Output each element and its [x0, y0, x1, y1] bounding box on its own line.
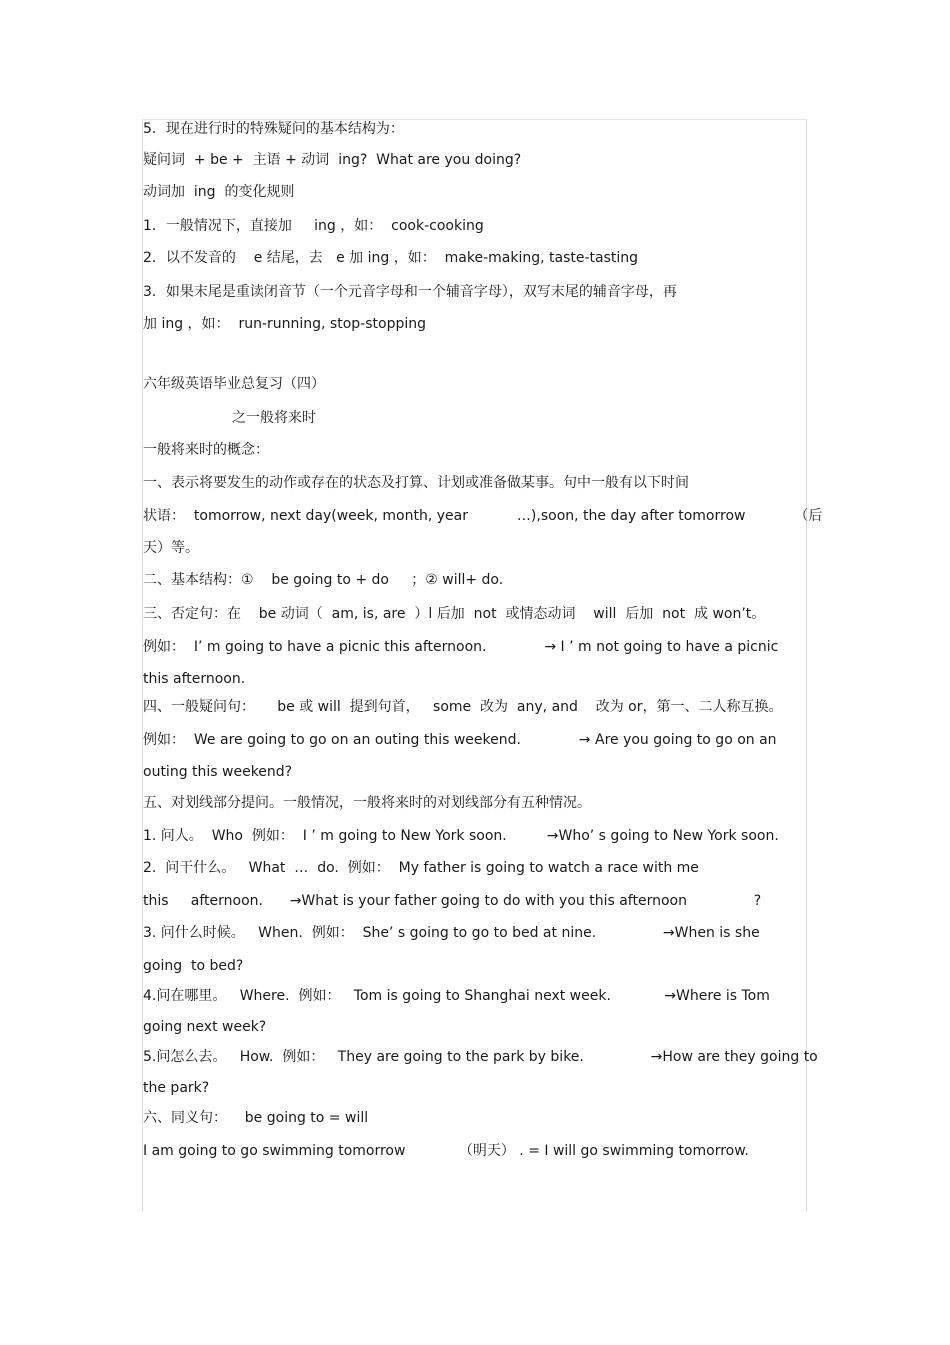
text-line: 二、基本结构：① be going to + do ；② will+ do.	[143, 572, 504, 588]
text-line: this afternoon. →What is your father going to do with you this afternoon ?	[143, 893, 762, 909]
section-subtitle: 之一般将来时	[143, 410, 317, 426]
text-line: 六、同义句： be going to = will	[143, 1110, 369, 1126]
text-line: 3. 问什么时候。 When. 例如： She’ s going to go to bed at nine. →When is she	[143, 925, 760, 941]
text-line: 1. 问人。 Who 例如： I ’ m going to New York soon. →Who’ s going to New York soon.	[143, 828, 779, 844]
text-line: 5．现在进行时的特殊疑问的基本结构为：	[143, 121, 404, 137]
text-line: 四、一般疑问句： be 或 will 提到句首， some 改为 any, and 改为 or，第一、二人称互换。	[143, 699, 783, 715]
text-line: 动词加 ing 的变化规则	[143, 184, 295, 200]
text-line: I am going to go swimming tomorrow （明天） . = I will go swimming tomorrow.	[143, 1143, 749, 1159]
text-line: 加 ing ，如： run-running, stop-stopping	[143, 316, 426, 332]
text-line: 一般将来时的概念：	[143, 442, 269, 458]
section-title: 六年级英语毕业总复习（四）	[143, 376, 325, 392]
text-line: outing this weekend?	[143, 764, 293, 780]
text-line: 1．一般情况下，直接加 ing ，如： cook-cooking	[143, 218, 484, 234]
text-line: 4.问在哪里。 Where. 例如： Tom is going to Shanghai next week. →Where is Tom	[143, 988, 770, 1004]
text-line: the park?	[143, 1080, 210, 1096]
text-line: 3．如果末尾是重读闭音节（一个元音字母和一个辅音字母），双写末尾的辅音字母，再	[143, 284, 677, 300]
text-line: 状语： tomorrow, next day(week, month, year …),soon, the day after tomorrow （后	[143, 508, 823, 524]
text-line: 例如： I’ m going to have a picnic this afternoon. → I ’ m not going to have a picnic	[143, 639, 779, 655]
text-line: going next week?	[143, 1019, 267, 1035]
text-line: 2．以不发音的 e 结尾，去 e 加 ing ，如： make-making, taste-tasting	[143, 250, 639, 266]
text-line: 疑问词 + be + 主语 + 动词 ing? What are you doing?	[143, 152, 522, 168]
text-line: going to bed?	[143, 958, 244, 974]
text-line: 一、表示将要发生的动作或存在的状态及打算、计划或准备做某事。句中一般有以下时间	[143, 475, 689, 491]
text-line: 五、对划线部分提问。一般情况，一般将来时的对划线部分有五种情况。	[143, 795, 591, 811]
text-line: 例如： We are going to go on an outing this weekend. → Are you going to go on an	[143, 732, 777, 748]
text-line: 三、否定句：在 be 动词（ am, is, are ）l 后加 not 或情态动词 will 后加 not 成 won’t。	[143, 606, 766, 622]
text-line: 天）等。	[143, 540, 199, 556]
text-line: 5.问怎么去。 How. 例如： They are going to the park by bike. →How are they going to	[143, 1049, 818, 1065]
text-line: this afternoon.	[143, 671, 246, 687]
text-line: 2. 问干什么。 What … do. 例如： My father is going to watch a race with me	[143, 860, 699, 876]
